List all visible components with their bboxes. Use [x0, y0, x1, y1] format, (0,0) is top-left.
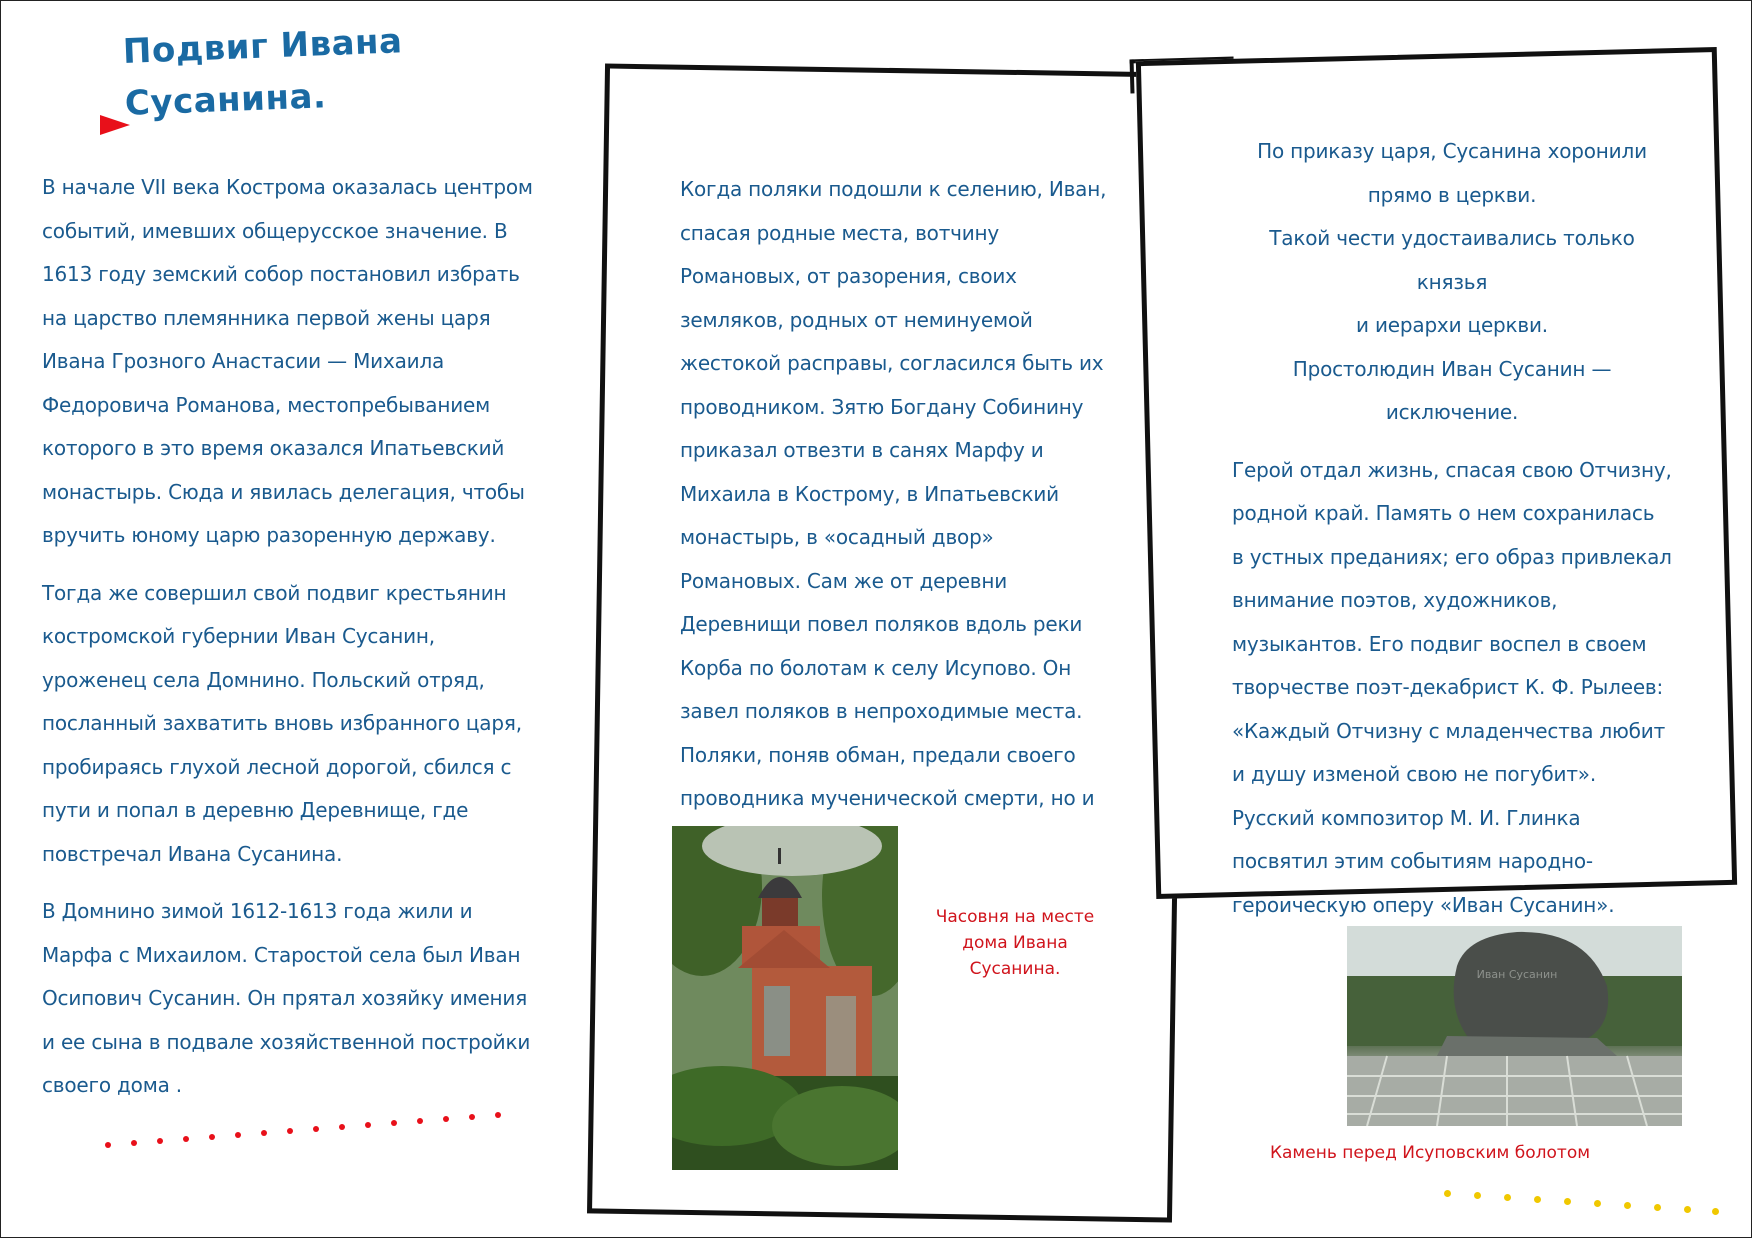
red-dot — [417, 1118, 423, 1124]
title-line-2: Сусанина. — [124, 76, 328, 124]
red-dot — [495, 1112, 501, 1118]
yellow-dot — [1624, 1202, 1631, 1209]
red-dot — [287, 1128, 293, 1134]
column-3-paragraph-2: Герой отдал жизнь, спасая свою Отчизну, родной край. Память о нем сохранилась в устных преданиях; его образ привлекал внимание поэтов, художников, музыкантов. Его подвиг воспел в своем творчестве поэт-декабрист К. Ф. Рылеев: «Каждый Отчизну с младенчества любит и душу изменой свою не погубит». Русский композитор М. И. Глинка посвятил этим событиям народно-героическую оперу «Иван Сусанин». — [1232, 457, 1672, 917]
column-3-line-3: Такой чести удостаивались только князья — [1269, 226, 1635, 294]
column-3-line-2: прямо в церкви. — [1367, 182, 1537, 207]
yellow-dot — [1654, 1204, 1661, 1211]
red-dot — [443, 1116, 449, 1122]
yellow-dot — [1534, 1196, 1541, 1203]
stone-caption: Камень перед Исуповским болотом — [1269, 1143, 1591, 1163]
red-dot — [365, 1122, 371, 1128]
column-2-paragraph-1: Когда поляки подошли к селению, Иван, спасая родные места, вотчину Романовых, от разорения, своих земляков, родных от неминуемой жестокой расправы, согласился быть их проводником. Зятю Богдану Собинину приказал отвезти в санях Марфу и Михаила в Кострому, в Ипатьевский монастырь, в «осадный двор» Романовых. Сам же от деревни Деревнищи повел поляков вдоль реки Корба по болотам к селу Исупово. Он завел поляков в непроходимые места. Поляки, поняв обман, предали своего проводника мученической смерти, но и — [680, 177, 1107, 810]
red-dot — [391, 1120, 397, 1126]
red-dot — [313, 1126, 319, 1132]
page-title — [122, 10, 546, 130]
stone-inscription: Иван Сусанин — [1476, 968, 1558, 981]
chapel-illustration — [672, 826, 898, 1170]
red-dot — [105, 1142, 111, 1148]
column-3-line-1: По приказу царя, Сусанина хоронили — [1257, 139, 1647, 163]
column-1-paragraph-1: В начале VII века Кострома оказалась центром событий, имевших общерусское значение. В 1613 году земский собор постановил избрать на царство племянника первой жены царя Ивана Грозного Анастасии — Михаила Федоровича Романова, местопребыванием которого в это время оказался Ипатьевский монастырь. Сюда и явилась делегация, чтобы вручить юному царю разоренную державу. — [42, 175, 533, 547]
column-3-line-6: исключение. — [1385, 400, 1519, 424]
yellow-dot — [1504, 1194, 1511, 1201]
yellow-dot — [1684, 1206, 1691, 1213]
red-dot — [469, 1114, 475, 1120]
stone-photo — [1347, 926, 1682, 1126]
column-1-text — [42, 166, 542, 1122]
column-3-line-4: и иерархи церкви. — [1356, 313, 1548, 337]
title-line-1: Подвиг Ивана — [122, 21, 404, 72]
red-arrow-icon — [100, 115, 130, 135]
yellow-dot — [1594, 1200, 1601, 1207]
column-3-line-5: Простолюдин Иван Сусанин — — [1292, 356, 1612, 381]
column-3-text — [1232, 130, 1672, 941]
yellow-dot — [1564, 1198, 1571, 1205]
red-dot — [235, 1132, 241, 1138]
red-dot — [157, 1138, 163, 1144]
column-1-paragraph-3: В Домнино зимой 1612-1613 года жили и Марфа с Михаилом. Старостой села был Иван Осипович Сусанин. Он прятал хозяйку имения и ее сына в подвале хозяйственной постройки своего дома . — [42, 899, 531, 1097]
red-dot — [183, 1136, 189, 1142]
red-dot — [261, 1130, 267, 1136]
stone-illustration — [1347, 926, 1682, 1126]
column-2-text — [680, 168, 1120, 878]
chapel-caption: Часовня на месте дома Ивана Сусанина. — [935, 907, 1095, 979]
yellow-dot — [1474, 1192, 1481, 1199]
column-1-paragraph-2: Тогда же совершил свой подвиг крестьянин костромской губернии Иван Сусанин, уроженец села Домнино. Польский отряд, посланный захватить вновь избранного царя, пробираясь глухой лесной дорогой, сбился с пути и попал в деревню Деревнище, где повстречал Ивана Сусанина. — [42, 580, 522, 866]
chapel-photo — [672, 826, 898, 1170]
red-dot — [339, 1124, 345, 1130]
red-dot — [131, 1140, 137, 1146]
yellow-dot — [1712, 1208, 1719, 1215]
yellow-dot — [1444, 1190, 1451, 1197]
red-dot — [209, 1134, 215, 1140]
